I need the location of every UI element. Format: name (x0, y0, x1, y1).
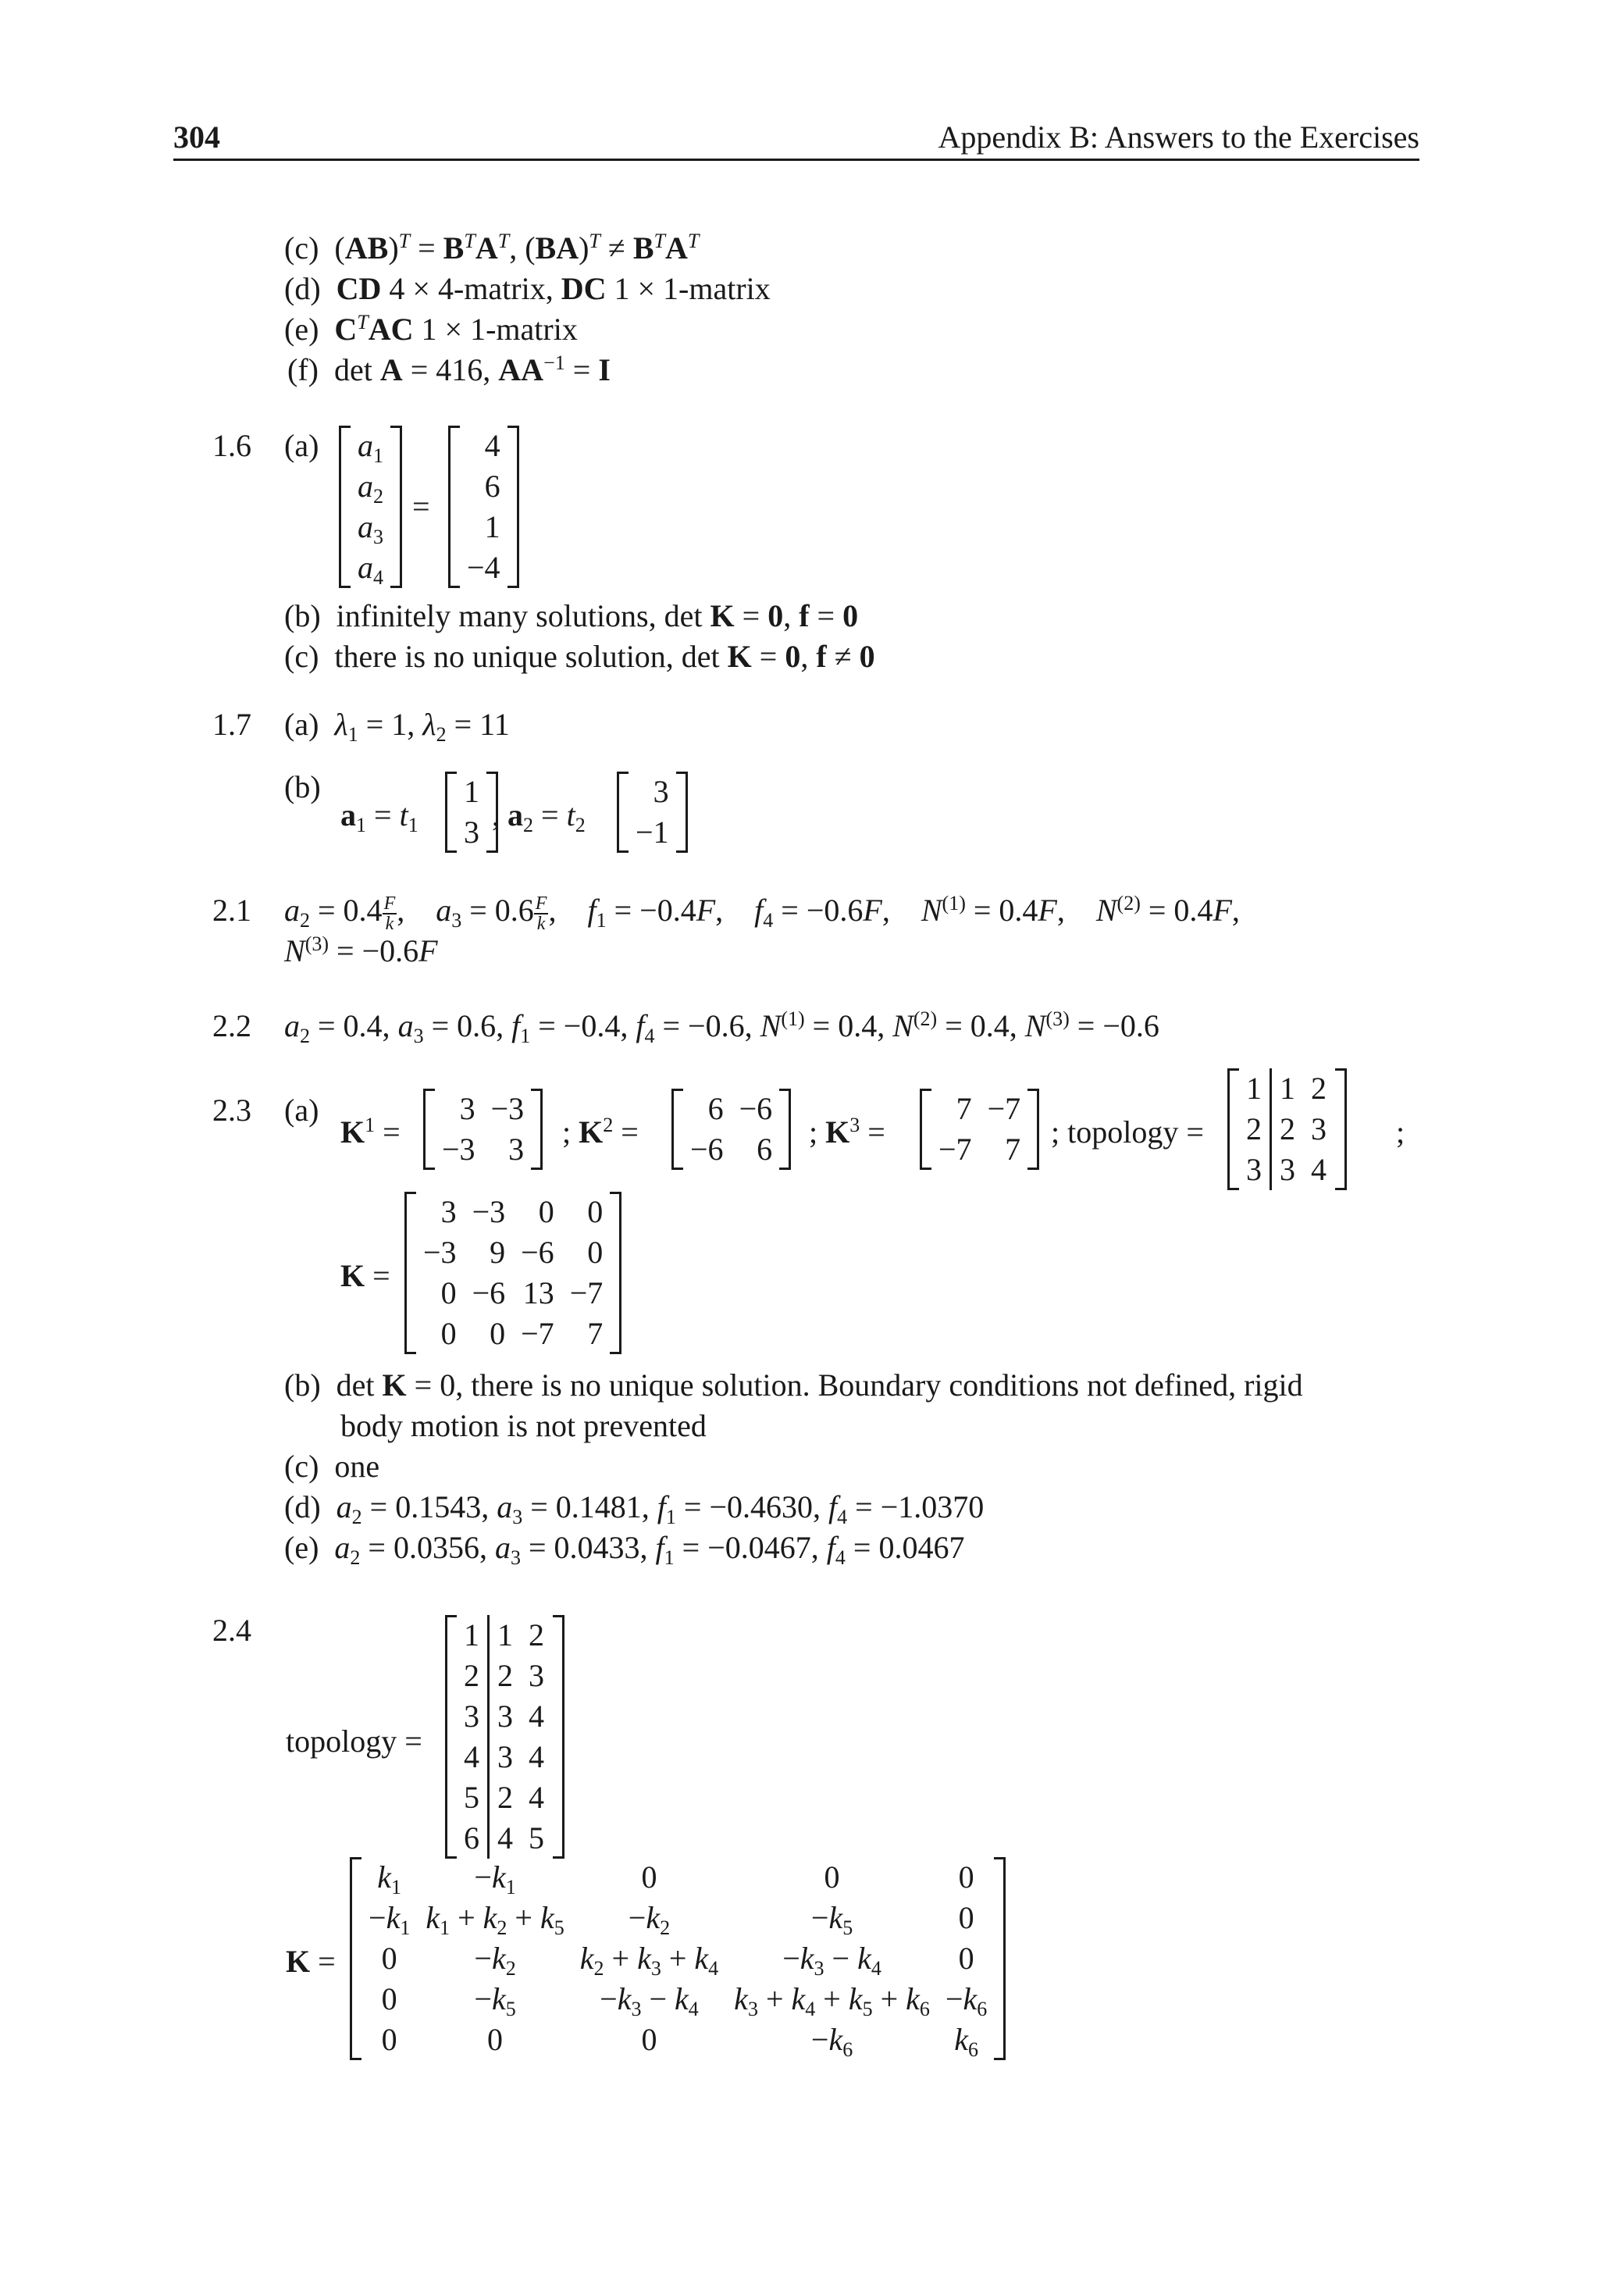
answer-2-3-b-line2: body motion is not prevented (340, 1408, 707, 1443)
answer-2-3-b-line1: (b) det K = 0, there is no unique solution. Boundary conditions not defined, rigid (284, 1367, 1303, 1403)
answer-prev-e: (e) $C^TAC$ 1 × 1-matrix (284, 311, 578, 347)
answer-prev-c: (c) $(AB)^T = B^TA^T$, $(BA)^T \ne B^TA^T$ (284, 230, 700, 266)
matrix-K-global-2-3: 3 −3 0 0 −3 9 −6 0 0 −6 13 −7 0 0 −7 7 (404, 1192, 621, 1354)
exercise-number-2-3: 2.3 (212, 1093, 251, 1128)
topology-matrix-2-4: 1 1 2 2 2 3 3 3 4 4 3 4 5 2 4 6 4 5 (445, 1615, 564, 1859)
exercise-number-2-1: 2.1 (212, 893, 251, 928)
k1-lhs: $K^1$ = (340, 1114, 401, 1150)
vector-a-unknowns: $a_1$ $a_2$ $a_3$ $a_4$ (339, 426, 402, 588)
header-rule (173, 159, 1419, 161)
answer-2-3-a-label: (a) (284, 1093, 319, 1128)
topology-matrix-2-3: 1 1 2 2 2 3 3 3 4 (1227, 1068, 1347, 1190)
equals-sign: = (412, 489, 430, 524)
running-title: Appendix B: Answers to the Exercises (938, 119, 1419, 155)
exercise-number-1-6: 1.6 (212, 428, 251, 463)
eigvec-1-lhs: $a_1 = t_1$ (340, 797, 418, 836)
k-global-2-4-lhs: K = (286, 1944, 336, 1979)
matrix-K3: 7 −7 −7 7 (920, 1089, 1039, 1170)
answer-2-3-e: (e) $a_2 = 0.0356$, $a_3 = 0.0433$, $f_1 = -0.0467$, $f_4 = 0.0467$ (284, 1530, 965, 1569)
exercise-number-2-4: 2.4 (212, 1613, 251, 1648)
answer-1-6-b: (b) infinitely many solutions, det K = 0, f = 0 (284, 598, 859, 633)
k2-lhs: ; $K^2$ = (562, 1114, 639, 1150)
answer-prev-f: (f) det A = 416, $AA^{-1} = I$ (287, 351, 611, 387)
vector-a-values: 4 6 1 −4 (448, 426, 519, 588)
answer-2-2: $a_2 = 0.4$, $a_3 = 0.6$, $f_1 = -0.4$, $f_4 = -0.6$, $N^{(1)} = 0.4$, $N^{(2)} = 0.4$, $N^{(3)} = -0.6$ (284, 1007, 1159, 1047)
matrix-K2: 6 −6 −6 6 (671, 1089, 791, 1170)
k3-lhs: ; $K^3$ = (809, 1114, 885, 1150)
matrix-K1: 3 −3 −3 3 (423, 1089, 543, 1170)
answer-2-1-line2: $N^{(3)} = -0.6F$ (284, 932, 438, 968)
exercise-number-2-2: 2.2 (212, 1008, 251, 1043)
answer-1-7-b-label: (b) (284, 769, 321, 804)
answer-2-1-line1: $a_2 = 0.4$ $\frac{F}{k}$ , $a_3 = 0.6$ $\frac{F}{k}$ , $f_1 = -0.4F$, $f_4 = -0.6F$, $N^{(1)} = 0.4F$, $N^{(2)} = 0.4F$, (284, 892, 1240, 934)
answer-1-7-a: (a) $\lambda_1 = 1$, $\lambda_2 = 11$ (284, 707, 510, 746)
answer-prev-d: (d) CD 4 × 4-matrix, DC 1 × 1-matrix (284, 271, 771, 306)
exercise-number-1-7: 1.7 (212, 707, 251, 742)
eigenvector-1: 1 3 (445, 772, 498, 853)
semicolon: ; (1396, 1114, 1405, 1150)
answer-2-3-d: (d) $a_2 = 0.1543$, $a_3 = 0.1481$, $f_1 = -0.4630$, $f_4 = -1.0370$ (284, 1489, 985, 1528)
eigvec-2-lhs: , $a_2 = t_2$ (492, 797, 586, 836)
k-global-lhs: K = (340, 1258, 390, 1293)
eigenvector-2: 3 −1 (617, 772, 688, 853)
answer-1-6-a-label: (a) (284, 428, 319, 463)
page-number: 304 (173, 119, 220, 155)
answer-2-3-c: (c) one (284, 1449, 380, 1484)
topology-2-3-label: ; topology = (1051, 1114, 1204, 1150)
answer-1-6-c: (c) there is no unique solution, det K = 0, f ≠ 0 (284, 639, 875, 674)
topology-2-4-label: topology = (286, 1724, 422, 1759)
matrix-K-global-2-4: $k_1$ $-k_1$ 0 0 0 $-k_1$ $k_1 + k_2 + k_5$ $-k_2$ $-k_5$ 0 0 $-k_2$ $k_2 + k_3 + k_4$ $-k_3 - k_4$ 0 0 $-k_5$ $-k_3 - k_4$ $k_3 + k_4 + k_5 + k_6$ $-k_6$ 0 0 0 $-k_6$ $k_6$ (350, 1857, 1006, 2060)
